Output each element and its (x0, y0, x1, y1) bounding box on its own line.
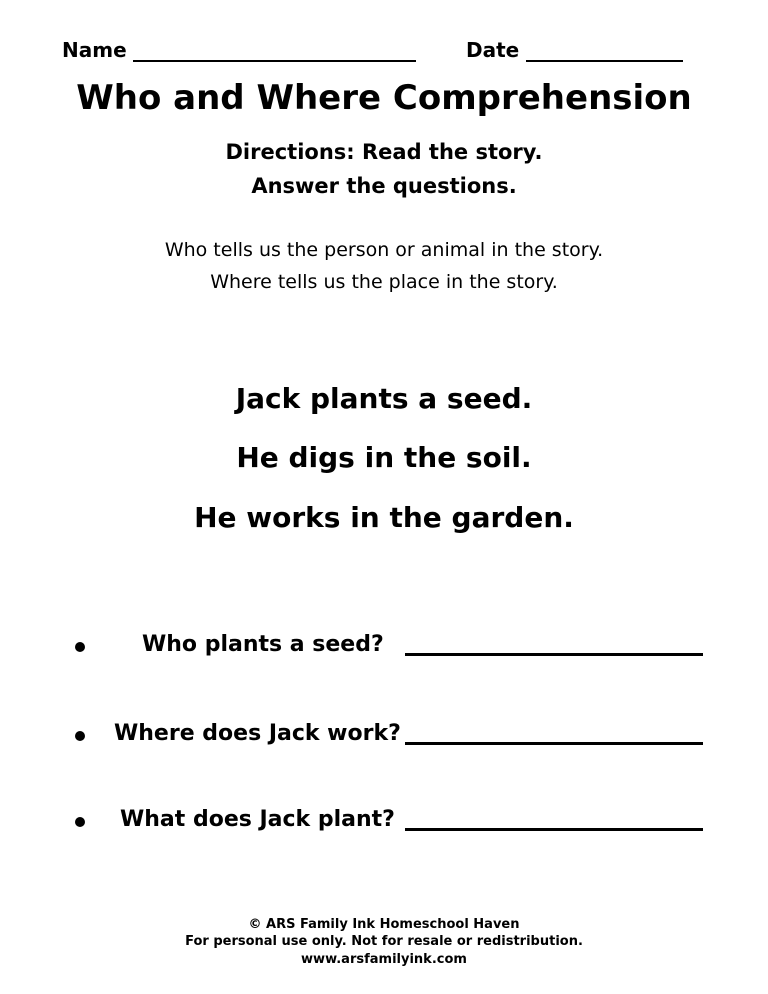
date-blank-line[interactable] (526, 60, 683, 62)
answer-line-2[interactable] (405, 742, 703, 745)
directions-line-2: Answer the questions. (251, 174, 517, 198)
bullet-icon (75, 817, 85, 827)
info-line-2: Where tells us the place in the story. (210, 271, 558, 293)
footer-notice: For personal use only. Not for resale or redistribution. (185, 934, 583, 949)
footer-copyright: © ARS Family Ink Homeschool Haven (248, 917, 520, 932)
story-line-3: He works in the garden. (194, 501, 574, 534)
story-line-1: Jack plants a seed. (235, 382, 533, 415)
answer-line-1[interactable] (405, 653, 703, 656)
answer-line-3[interactable] (405, 828, 703, 831)
question-3: What does Jack plant? (120, 807, 395, 832)
question-2: Where does Jack work? (114, 721, 401, 746)
name-label: Name (62, 38, 127, 62)
bullet-icon (75, 642, 85, 652)
directions-line-1: Directions: Read the story. (225, 140, 543, 164)
date-label: Date (466, 38, 520, 62)
question-1: Who plants a seed? (142, 632, 384, 657)
story-line-2: He digs in the soil. (236, 441, 532, 474)
name-blank-line[interactable] (133, 60, 416, 62)
info-line-1: Who tells us the person or animal in the story. (164, 239, 604, 261)
bullet-icon (75, 731, 85, 741)
footer-url: www.arsfamilyink.com (301, 952, 467, 967)
page-title: Who and Where Comprehension (76, 78, 692, 118)
